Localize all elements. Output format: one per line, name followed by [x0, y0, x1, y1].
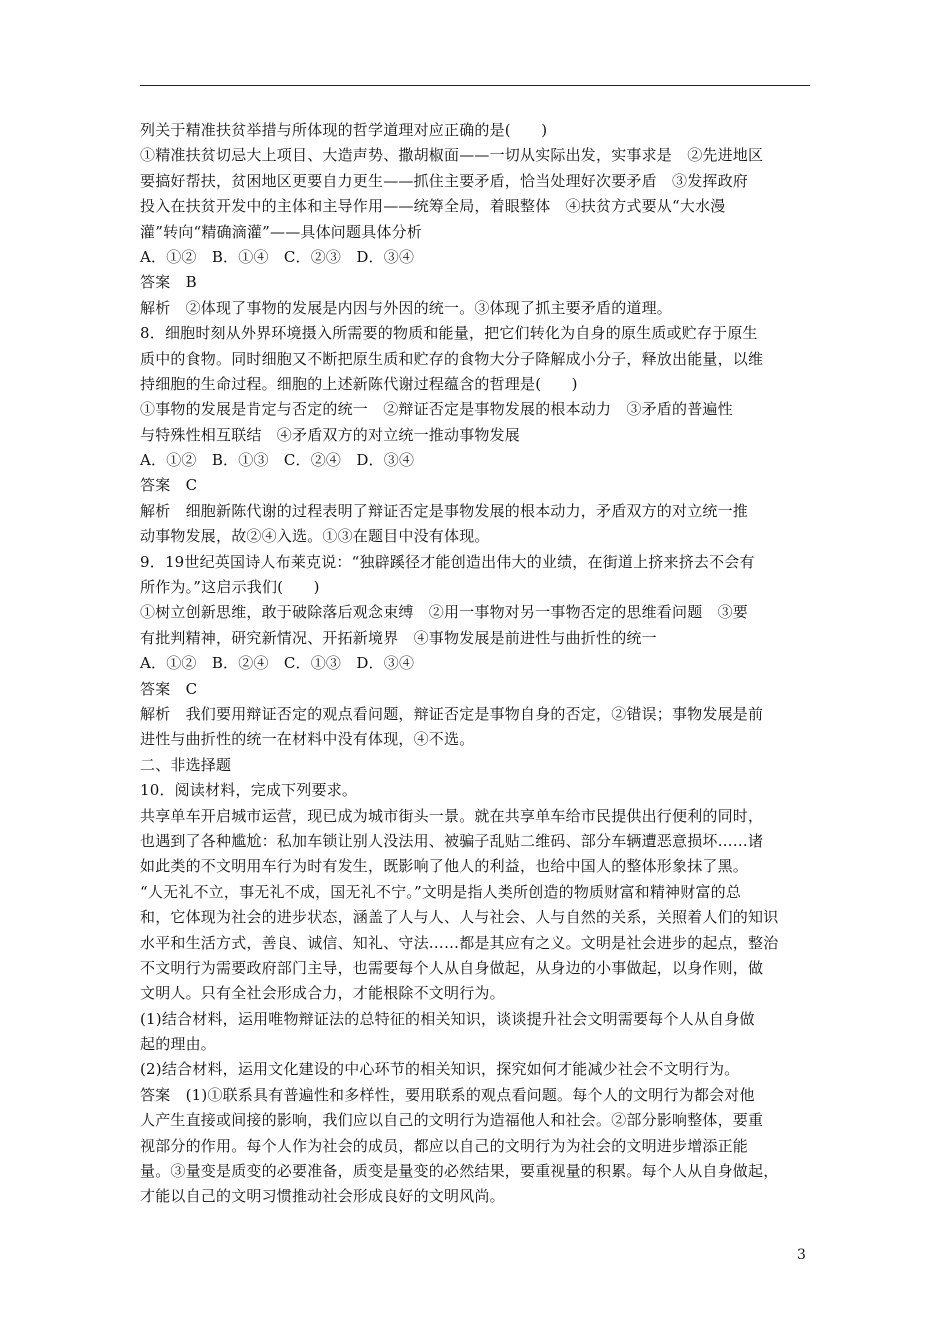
text-line: ①精准扶贫切忌大上项目、大造声势、撒胡椒面——一切从实际出发，实事求是 ②先进地区 [140, 146, 764, 165]
text-line: 解析 我们要用辩证否定的观点看问题，辩证否定是事物自身的否定，②错误；事物发展是前 [140, 704, 764, 723]
text-line: 二、非选择题 [140, 755, 232, 774]
text-line: (2)结合材料，运用文化建设的中心环节的相关知识，探究如何才能减少社会不文明行为。 [140, 1060, 740, 1079]
text-line: 8．细胞时刻从外界环境摄入所需要的物质和能量，把它们转化为自身的原生质或贮存于原生 [140, 324, 758, 343]
text-line: 有批判精神，研究新情况、开拓新境界 ④事物发展是前进性与曲折性的统一 [140, 628, 657, 647]
text-line: 也遇到了各种尴尬：私加车锁让别人没法用、被骗子乱贴二维码、部分车辆遭恶意损坏……诸 [140, 831, 764, 850]
text-line: 与特殊性相互联结 ④矛盾双方的对立统一推动事物发展 [140, 425, 521, 444]
text-line: ①事物的发展是肯定与否定的统一 ②辩证否定是事物发展的根本动力 ③矛盾的普遍性 [140, 400, 733, 419]
text-line: 答案 C [140, 476, 198, 495]
text-line: 如此类的不文明用车行为时有发生，既影响了他人的利益，也给中国人的整体形象抹了黑。 [140, 857, 749, 876]
text-line: “人无礼不立，事无礼不成，国无礼不宁。”文明是指人类所创造的物质财富和精神财富的总 [140, 882, 742, 901]
text-line: 答案 B [140, 273, 197, 292]
text-line: 水平和生活方式，善良、诚信、知礼、守法……都是其应有之义。文明是社会进步的起点，整治 [140, 933, 779, 952]
text-line: 列关于精准扶贫举措与所体现的哲学道理对应正确的是( ) [140, 121, 548, 139]
text-line: 答案 C [140, 679, 198, 698]
text-line: A．①② B．②④ C．①③ D．③④ [140, 654, 415, 673]
text-line: 视部分的作用。每个人作为社会的成员，都应以自己的文明行为为社会的文明进步增添正能 [140, 1136, 749, 1155]
text-line: 持细胞的生命过程。细胞的上述新陈代谢过程蕴含的哲理是( ) [140, 374, 578, 393]
text-line: 9．19世纪英国诗人布莱克说：“独辟蹊径才能创造出伟大的业绩，在街道上挤来挤去不会有 [140, 552, 755, 571]
text-line: 答案 (1)①联系具有普遍性和多样性，要用联系的观点看问题。每个人的文明行为都会对他 [140, 1085, 755, 1104]
text-line: 量。③量变是质变的必要准备，质变是量变的必然结果，要重视量的积累。每个人从自身做起， [140, 1162, 779, 1181]
document-body [140, 118, 820, 1210]
text-line: 动事物发展，故②④入选。①③在题目中没有体现。 [140, 527, 490, 546]
header-rule [140, 85, 810, 86]
text-line: 文明人。只有全社会形成合力，才能根除不文明行为。 [140, 984, 505, 1003]
text-line: 10．阅读材料，完成下列要求。 [140, 781, 358, 800]
text-line: 才能以自己的文明习惯推动社会形成良好的文明风尚。 [140, 1187, 505, 1206]
text-line: 共享单车开启城市运营，现已成为城市街头一景。就在共享单车给市民提供出行便利的同时， [140, 806, 764, 825]
text-line: 进性与曲折性的统一在材料中没有体现，④不选。 [140, 730, 475, 749]
text-line: 质中的食物。同时细胞又不断把原生质和贮存的食物大分子降解成小分子，释放出能量，以维 [140, 349, 764, 368]
text-line: ①树立创新思维，敢于破除落后观念束缚 ②用一事物对另一事物否定的思维看问题 ③要 [140, 603, 749, 622]
text-line: 起的理由。 [140, 1035, 217, 1054]
text-line: 不文明行为需要政府部门主导，也需要每个人从自身做起，从身边的小事做起，以身作则，做 [140, 958, 764, 977]
text-line: 要搞好帮扶，贫困地区更要自力更生——抓住主要矛盾，恰当处理好次要矛盾 ③发挥政府 [140, 171, 749, 190]
text-line: 人产生直接或间接的影响，我们应以自己的文明行为造福他人和社会。②部分影响整体，要重 [140, 1111, 764, 1130]
text-line: 灌”转向“精确滴灌”——具体问题具体分析 [140, 222, 423, 241]
text-line: A．①② B．①③ C．②④ D．③④ [140, 451, 415, 470]
text-line: 所作为。”这启示我们( ) [140, 578, 320, 597]
text-line: A．①② B．①④ C．②③ D．③④ [140, 247, 415, 266]
text-line: 解析 ②体现了事物的发展是内因与外因的统一。③体现了抓主要矛盾的道理。 [140, 298, 673, 317]
text-line: (1)结合材料，运用唯物辩证法的总特征的相关知识，谈谈提升社会文明需要每个人从自身做 [140, 1009, 755, 1028]
text-line: 投入在扶贫开发中的主体和主导作用——统筹全局，着眼整体 ④扶贫方式要从“大水漫 [140, 197, 726, 216]
page-number: 3 [797, 1247, 806, 1263]
text-line: 和，它体现为社会的进步状态，涵盖了人与人、人与社会、人与自然的关系，关照着人们的知识 [140, 908, 779, 927]
text-line: 解析 细胞新陈代谢的过程表明了辩证否定是事物发展的根本动力，矛盾双方的对立统一推 [140, 501, 749, 520]
